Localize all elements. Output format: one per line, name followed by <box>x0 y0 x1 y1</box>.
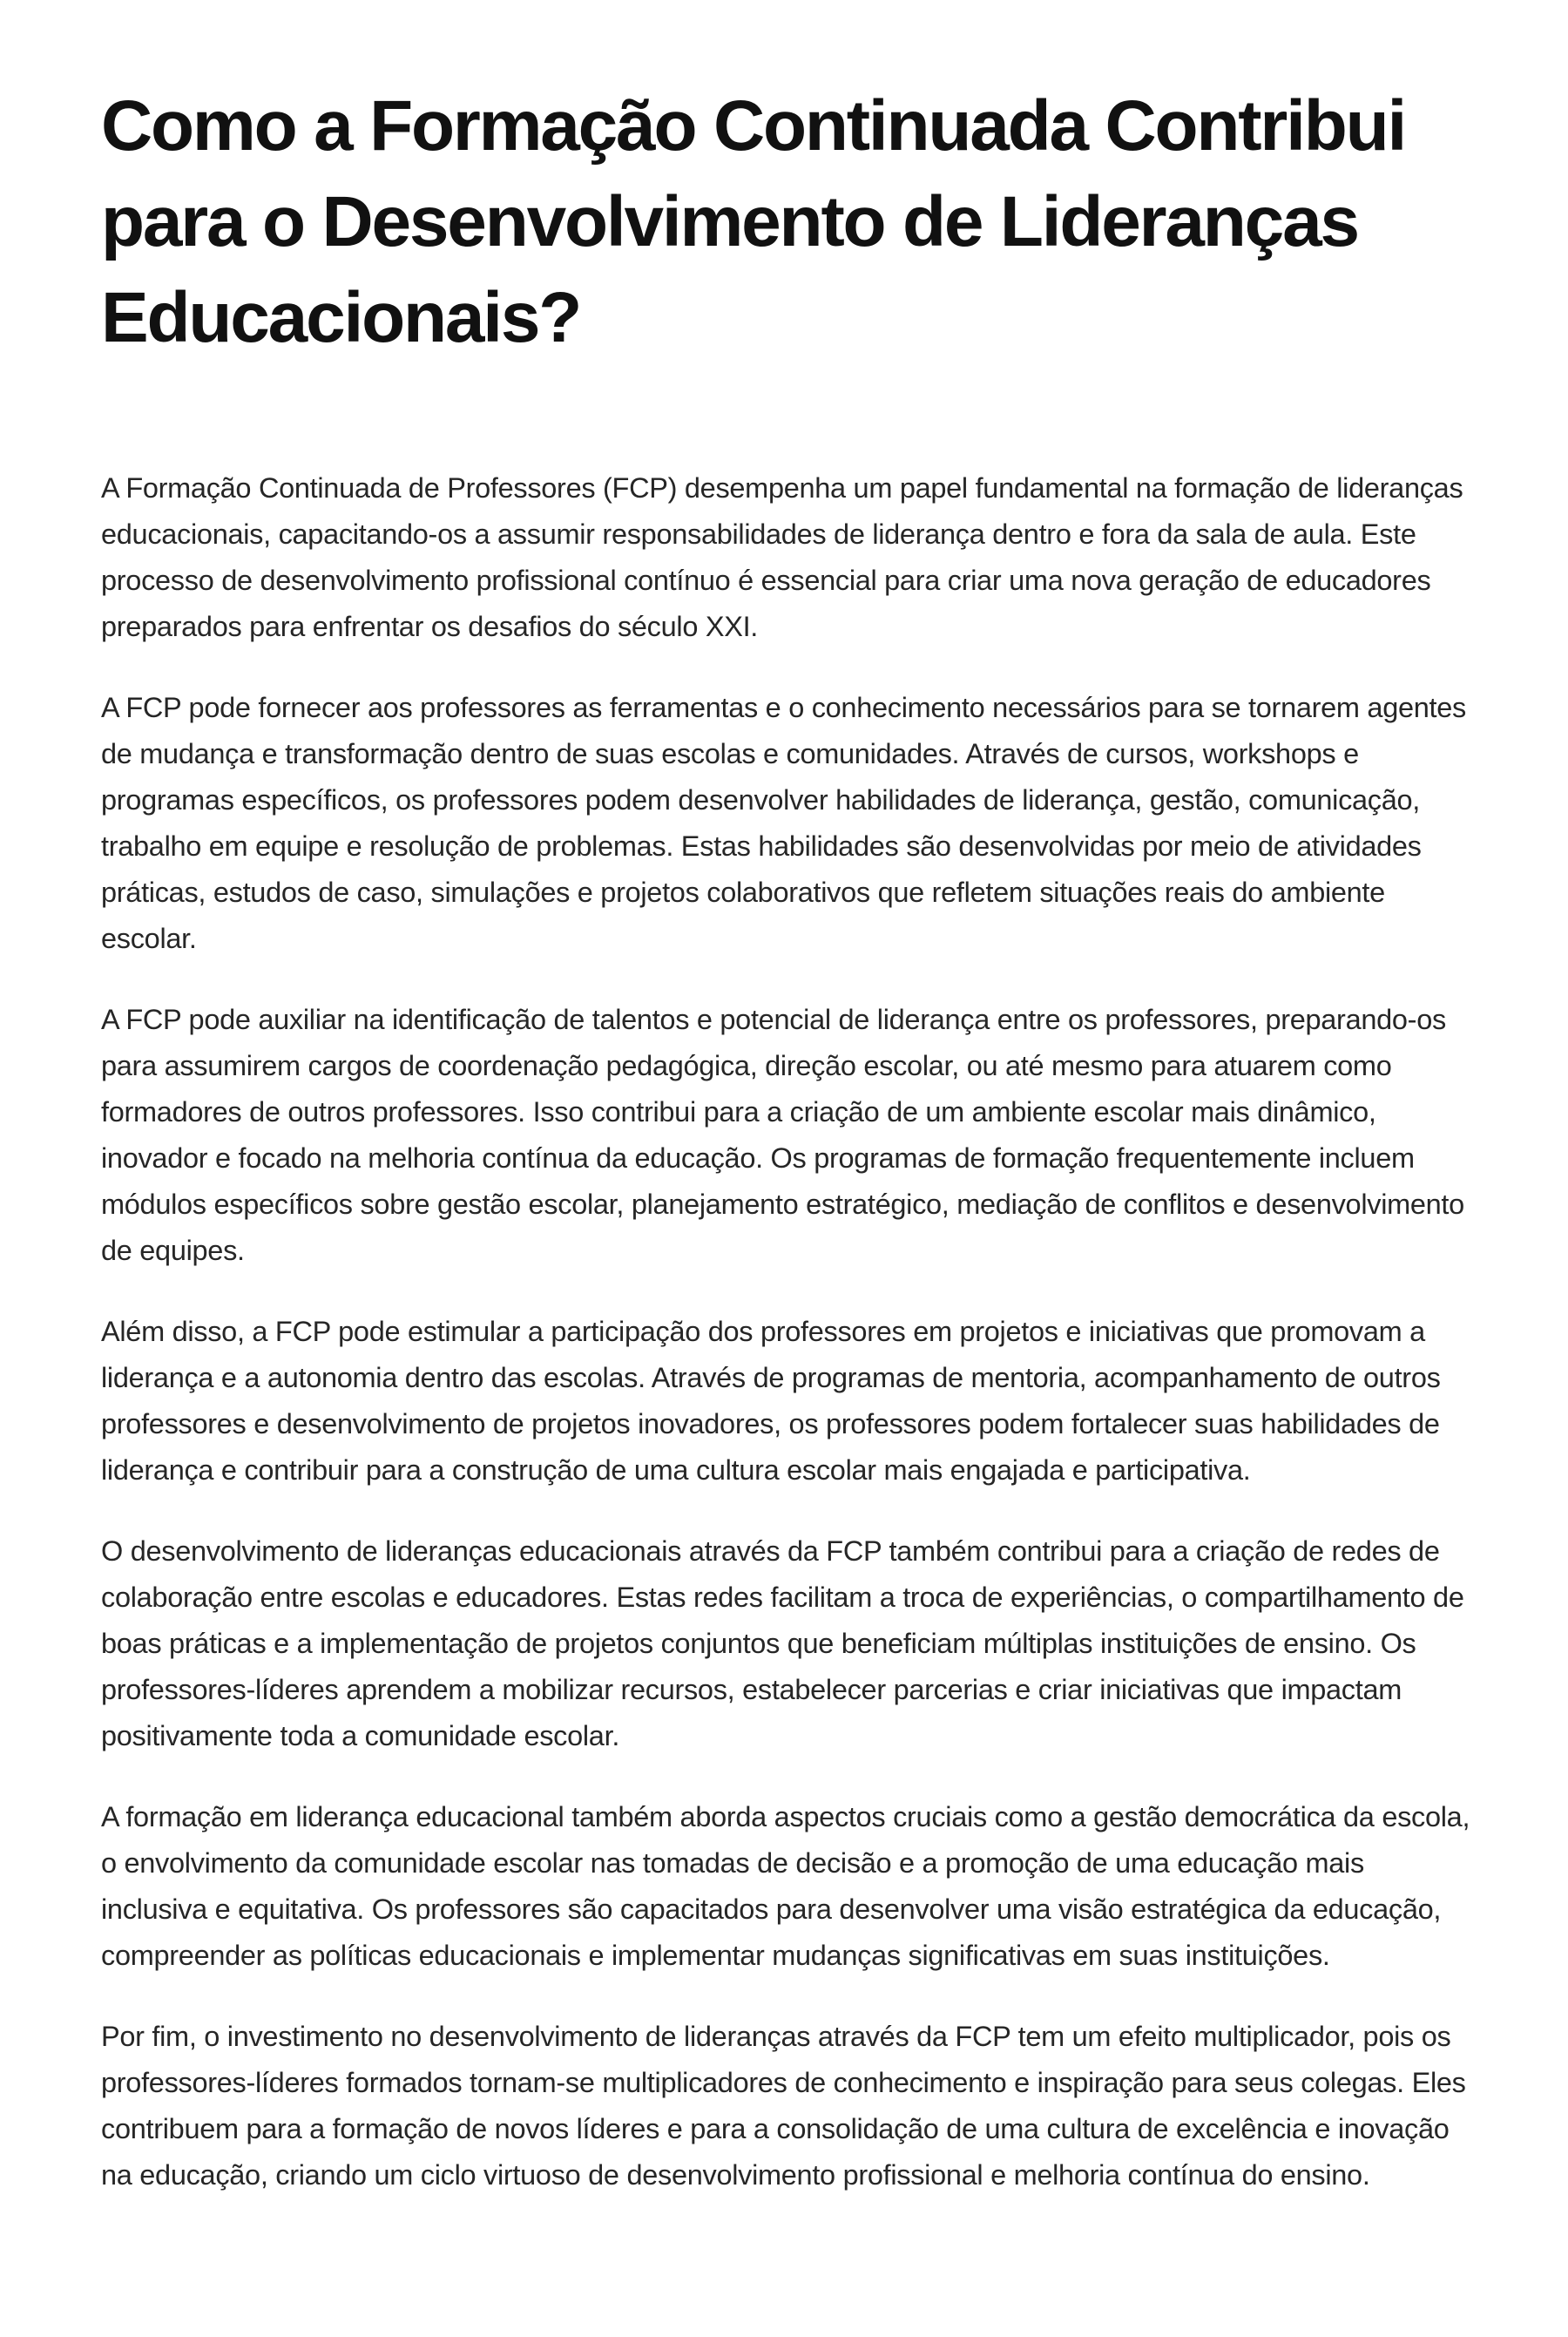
paragraph-5: O desenvolvimento de lideranças educacionais através da FCP também contribui para a criação de redes de colaboração entre escolas e educadores. Estas redes facilitam a troca de experiências, o compartilhamento de boas práticas e a implementação de projetos conjuntos que beneficiam múltiplas instituições de ensino. Os professores-líderes aprendem a mobilizar recursos, estabelecer parcerias e criar iniciativas que impactam positivamente toda a comunidade escolar. <box>101 1535 1464 1751</box>
paragraph-1: A Formação Continuada de Professores (FCP) desempenha um papel fundamental na formação de lideranças educacionais, capacitando-os a assumir responsabilidades de liderança dentro e fora da sala de aula. Este processo de desenvolvimento profissional contínuo é essencial para criar uma nova geração de educadores preparados para enfrentar os desafios do século XXI. <box>101 472 1463 642</box>
paragraph-3: A FCP pode auxiliar na identificação de talentos e potencial de liderança entre os professores, preparando-os para assumirem cargos de coordenação pedagógica, direção escolar, ou até mesmo para atuarem como formadores de outros professores. Isso contribui para a criação de um ambiente escolar mais dinâmico, inovador e focado na melhoria contínua da educação. Os programas de formação frequentemente incluem módulos específicos sobre gestão escolar, planejamento estratégico, mediação de conflitos e desenvolvimento de equipes. <box>101 1004 1464 1266</box>
paragraph-2: A FCP pode fornecer aos professores as ferramentas e o conhecimento necessários para se tornarem agentes de mudança e transformação dentro de suas escolas e comunidades. Através de cursos, workshops e programas específicos, os professores podem desenvolver habilidades de liderança, gestão, comunicação, trabalho em equipe e resolução de problemas. Estas habilidades são desenvolvidas por meio de atividades práticas, estudos de caso, simulações e projetos colaborativos que refletem situações reais do ambiente escolar. <box>101 692 1466 954</box>
page-title: Como a Formação Continuada Contribui para o Desenvolvimento de Lideranças Educacionais? <box>101 86 1406 357</box>
paragraph-7: Por fim, o investimento no desenvolvimento de lideranças através da FCP tem um efeito multiplicador, pois os professores-líderes formados tornam-se multiplicadores de conhecimento e inspiração para seus colegas. Eles contribuem para a formação de novos líderes e para a consolidação de uma cultura de excelência e inovação na educação, criando um ciclo virtuoso de desenvolvimento profissional e melhoria contínua do ensino. <box>101 2021 1466 2191</box>
article-body <box>101 465 1477 2198</box>
paragraph-6: A formação em liderança educacional também aborda aspectos cruciais como a gestão democrática da escola, o envolvimento da comunidade escolar nas tomadas de decisão e a promoção de uma educação mais inclusiva e equitativa. Os professores são capacitados para desenvolver uma visão estratégica da educação, compreender as políticas educacionais e implementar mudanças significativas em suas instituições. <box>101 1801 1470 1971</box>
paragraph-4: Além disso, a FCP pode estimular a participação dos professores em projetos e iniciativas que promovam a liderança e a autonomia dentro das escolas. Através de programas de mentoria, acompanhamento de outros professores e desenvolvimento de projetos inovadores, os professores podem fortalecer suas habilidades de liderança e contribuir para a construção de uma cultura escolar mais engajada e participativa. <box>101 1316 1441 1486</box>
article <box>101 78 1477 2233</box>
